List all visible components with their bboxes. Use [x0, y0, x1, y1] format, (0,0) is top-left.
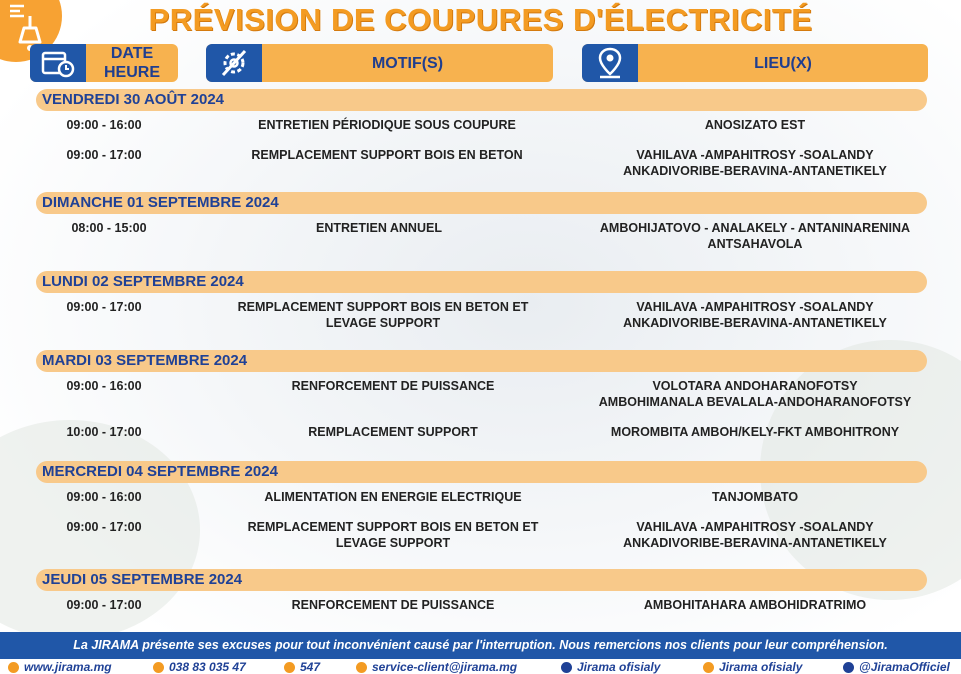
time-cell: 10:00 - 17:00: [66, 425, 142, 439]
day-header: MERCREDI 04 SEPTEMBRE 2024: [36, 461, 927, 483]
time-cell: 09:00 - 16:00: [66, 118, 142, 132]
motif-cell: RENFORCEMENT DE PUISSANCE: [291, 598, 495, 612]
call-center-icon: [284, 662, 295, 673]
lieu-cell: ANOSIZATO EST: [704, 118, 806, 132]
location-pin-icon: [582, 44, 638, 82]
contact-call-center[interactable]: 547: [284, 660, 320, 674]
header-time-label: HEURE: [103, 64, 160, 81]
contact-phone[interactable]: 038 83 035 47: [153, 660, 246, 674]
time-cell: 09:00 - 17:00: [66, 300, 142, 314]
globe-icon: [8, 662, 19, 673]
contact-twitter[interactable]: @JiramaOfficiel: [843, 660, 950, 674]
contact-facebook[interactable]: Jirama ofisialy: [561, 660, 660, 674]
time-cell: 09:00 - 17:00: [66, 520, 142, 534]
motif-cell: REMPLACEMENT SUPPORT BOIS EN BETON ET LEVAGE SUPPORT: [247, 520, 539, 550]
motif-cell: ENTRETIEN PÉRIODIQUE SOUS COUPURE: [258, 118, 516, 132]
day-header: VENDREDI 30 AOÛT 2024: [36, 89, 927, 111]
contact-website[interactable]: www.jirama.mg: [8, 660, 112, 674]
email-icon: [356, 662, 367, 673]
day-header: LUNDI 02 SEPTEMBRE 2024: [36, 271, 927, 293]
contact-instagram[interactable]: Jirama ofisialy: [703, 660, 802, 674]
lieu-cell: AMBOHIJATOVO - ANALAKELY - ANTANINARENINA ANTSAHAVOLA: [599, 221, 911, 251]
motif-cell: REMPLACEMENT SUPPORT: [308, 425, 478, 439]
motif-cell: RENFORCEMENT DE PUISSANCE: [291, 379, 495, 393]
time-cell: 08:00 - 15:00: [71, 221, 147, 235]
header-motif: [206, 44, 553, 82]
lieu-cell: AMBOHITAHARA AMBOHIDRATRIMO: [643, 598, 867, 612]
time-cell: 09:00 - 16:00: [66, 490, 142, 504]
time-cell: 09:00 - 17:00: [66, 148, 142, 162]
lieu-cell: VOLOTARA ANDOHARANOFOTSY AMBOHIMANALA BEVALALA-ANDOHARANOFOTSY: [598, 379, 912, 409]
time-cell: 09:00 - 17:00: [66, 598, 142, 612]
header-lieu: [582, 44, 928, 82]
time-cell: 09:00 - 16:00: [66, 379, 142, 393]
day-header: JEUDI 05 SEPTEMBRE 2024: [36, 569, 927, 591]
lieu-cell: VAHILAVA -AMPAHITROSY -SOALANDY ANKADIVORIBE-BERAVINA-ANTANETIKELY: [623, 520, 887, 550]
lieu-cell: MOROMBITA AMBOH/KELY-FKT AMBOHITRONY: [610, 425, 900, 439]
facebook-icon: [561, 662, 572, 673]
instagram-icon: [703, 662, 714, 673]
contact-email[interactable]: service-client@jirama.mg: [356, 660, 517, 674]
day-header: MARDI 03 SEPTEMBRE 2024: [36, 350, 927, 372]
motif-cell: ENTRETIEN ANNUEL: [316, 221, 442, 235]
motif-cell: ALIMENTATION EN ENERGIE ELECTRIQUE: [264, 490, 522, 504]
contact-bar: [0, 659, 961, 674]
phone-icon: [153, 662, 164, 673]
motif-cell: REMPLACEMENT SUPPORT BOIS EN BETON ET LEVAGE SUPPORT: [237, 300, 529, 330]
header-lieu-label: LIEU(X): [754, 54, 812, 72]
motif-cell: REMPLACEMENT SUPPORT BOIS EN BETON: [251, 148, 523, 162]
lieu-cell: VAHILAVA -AMPAHITROSY -SOALANDY ANKADIVORIBE-BERAVINA-ANTANETIKELY: [623, 148, 887, 178]
header-motif-label: MOTIF(S): [371, 54, 444, 72]
tools-icon: [206, 44, 262, 82]
calendar-icon: [30, 44, 86, 82]
page-title: PRÉVISION DE COUPURES D'ÉLECTRICITÉ: [148, 2, 813, 37]
apology-banner: La JIRAMA présente ses excuses pour tout inconvénient causé par l'interruption. Nous remercions nos clients pour leur compréhension.: [0, 632, 961, 659]
day-header: DIMANCHE 01 SEPTEMBRE 2024: [36, 192, 927, 214]
lieu-cell: TANJOMBATO: [711, 490, 799, 504]
lieu-cell: VAHILAVA -AMPAHITROSY -SOALANDY ANKADIVORIBE-BERAVINA-ANTANETIKELY: [623, 300, 887, 330]
header-date: [30, 44, 178, 82]
twitter-icon: [843, 662, 854, 673]
header-date-label: DATE: [110, 45, 154, 62]
